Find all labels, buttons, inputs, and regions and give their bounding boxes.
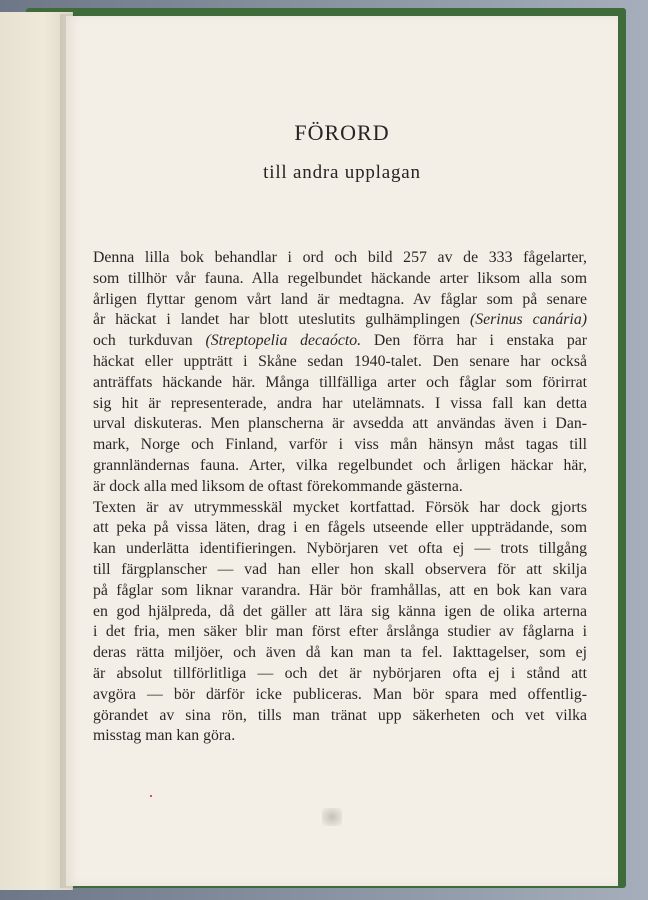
text-run: en god hjälpreda, då det gäller att lära sig känna igen de olika arterna bbox=[93, 602, 587, 620]
text-line bbox=[93, 352, 587, 373]
italic-species-name: (Serinus canária) bbox=[469, 311, 587, 329]
text-run: grannländernas fauna. Arter, vilka regelbundet och årligen häckar här, bbox=[93, 456, 587, 474]
text-run: mark, Norge och Finland, varför i viss mån hänsyn måst tagas till bbox=[93, 436, 587, 454]
text-line bbox=[93, 622, 587, 643]
text-line bbox=[93, 706, 587, 727]
text-line bbox=[93, 726, 587, 747]
text-run: misstag man kan göra. bbox=[93, 727, 236, 745]
text-line bbox=[93, 373, 587, 394]
text-run: kan underlätta identifieringen. Nybörjaren vet ofta ej — trots tillgång bbox=[93, 540, 587, 558]
text-run: anträffats häckande här. Många tillfälliga arter och fåglar som förirrat bbox=[93, 373, 587, 391]
ink-speck bbox=[150, 795, 152, 797]
text-line bbox=[93, 269, 587, 290]
text-run: urval diskuteras. Men planscherna är avsedda att användas även i Dan- bbox=[93, 415, 587, 433]
right-page bbox=[66, 16, 618, 886]
text-line bbox=[93, 685, 587, 706]
text-line bbox=[93, 539, 587, 560]
text-run: är dock alla med liksom de oftast förekommande gästerna. bbox=[93, 477, 463, 495]
text-line bbox=[93, 414, 587, 435]
text-run: i det fria, men säker blir man först efter årslånga studier av fåglarna i bbox=[93, 623, 587, 641]
text-line bbox=[93, 331, 587, 352]
text-run: deras rätta miljöer, och även då kan man ta fel. Iakttagelser, som ej bbox=[93, 644, 587, 662]
text-line bbox=[93, 248, 587, 269]
text-run: görandet av sina rön, tills man tränat upp säkerheten och vet vilka bbox=[93, 706, 587, 724]
page-subtitle: till andra upplagan bbox=[263, 162, 421, 183]
text-run: avgöra — bör därför icke publiceras. Man bör spara med offentlig- bbox=[93, 685, 587, 703]
text-run: är absolut tillförlitliga — och det är nybörjaren ofta ej i stånd att bbox=[93, 664, 587, 682]
text-run: Texten är av utrymmesskäl mycket kortfattad. Försök har dock gjorts bbox=[93, 498, 587, 516]
text-run: till färgplanscher — vad han eller hon skall observera för att skilja bbox=[93, 560, 587, 578]
text-run: Denna lilla bok behandlar i ord och bild 257 av de 333 fågelarter, bbox=[93, 249, 587, 266]
text-run: som tillhör vår fauna. Alla regelbundet häckande arter liksom alla som bbox=[93, 269, 587, 287]
text-line bbox=[93, 498, 587, 519]
page-title: FÖRORD bbox=[294, 120, 390, 145]
italic-species-name: (Streptopelia decaócto. bbox=[205, 332, 362, 350]
text-run: år häckat i landet har blott uteslutits gulhämplingen bbox=[93, 311, 470, 329]
text-line bbox=[93, 310, 587, 331]
text-line bbox=[93, 560, 587, 581]
text-line bbox=[93, 518, 587, 539]
text-run: och turkduvan bbox=[93, 332, 206, 350]
text-line bbox=[93, 602, 587, 623]
text-line bbox=[93, 394, 587, 415]
text-line bbox=[93, 456, 587, 477]
text-line bbox=[93, 435, 587, 456]
text-line bbox=[93, 581, 587, 602]
preface-text bbox=[93, 248, 587, 747]
text-run: häckat eller uppträtt i Skåne sedan 1940-talet. Den senare har också bbox=[93, 352, 587, 370]
text-line bbox=[93, 477, 587, 498]
text-line bbox=[93, 664, 587, 685]
text-run: årligen flyttar genom vårt land är medtagna. Av fåglar som på senare bbox=[93, 290, 587, 308]
text-line bbox=[93, 643, 587, 664]
text-run: sig hit är representerade, andra har utelämnats. I vissa fall kan detta bbox=[93, 394, 587, 412]
text-run: Den förra har i enstaka par bbox=[361, 332, 587, 350]
text-run: på fåglar som liknar varandra. Här bör framhållas, att en bok kan vara bbox=[93, 581, 587, 599]
text-run: att peka på vissa läten, drag i en fågels utseende eller uppträdande, som bbox=[93, 519, 587, 537]
page-smudge bbox=[322, 808, 342, 826]
text-line bbox=[93, 290, 587, 311]
